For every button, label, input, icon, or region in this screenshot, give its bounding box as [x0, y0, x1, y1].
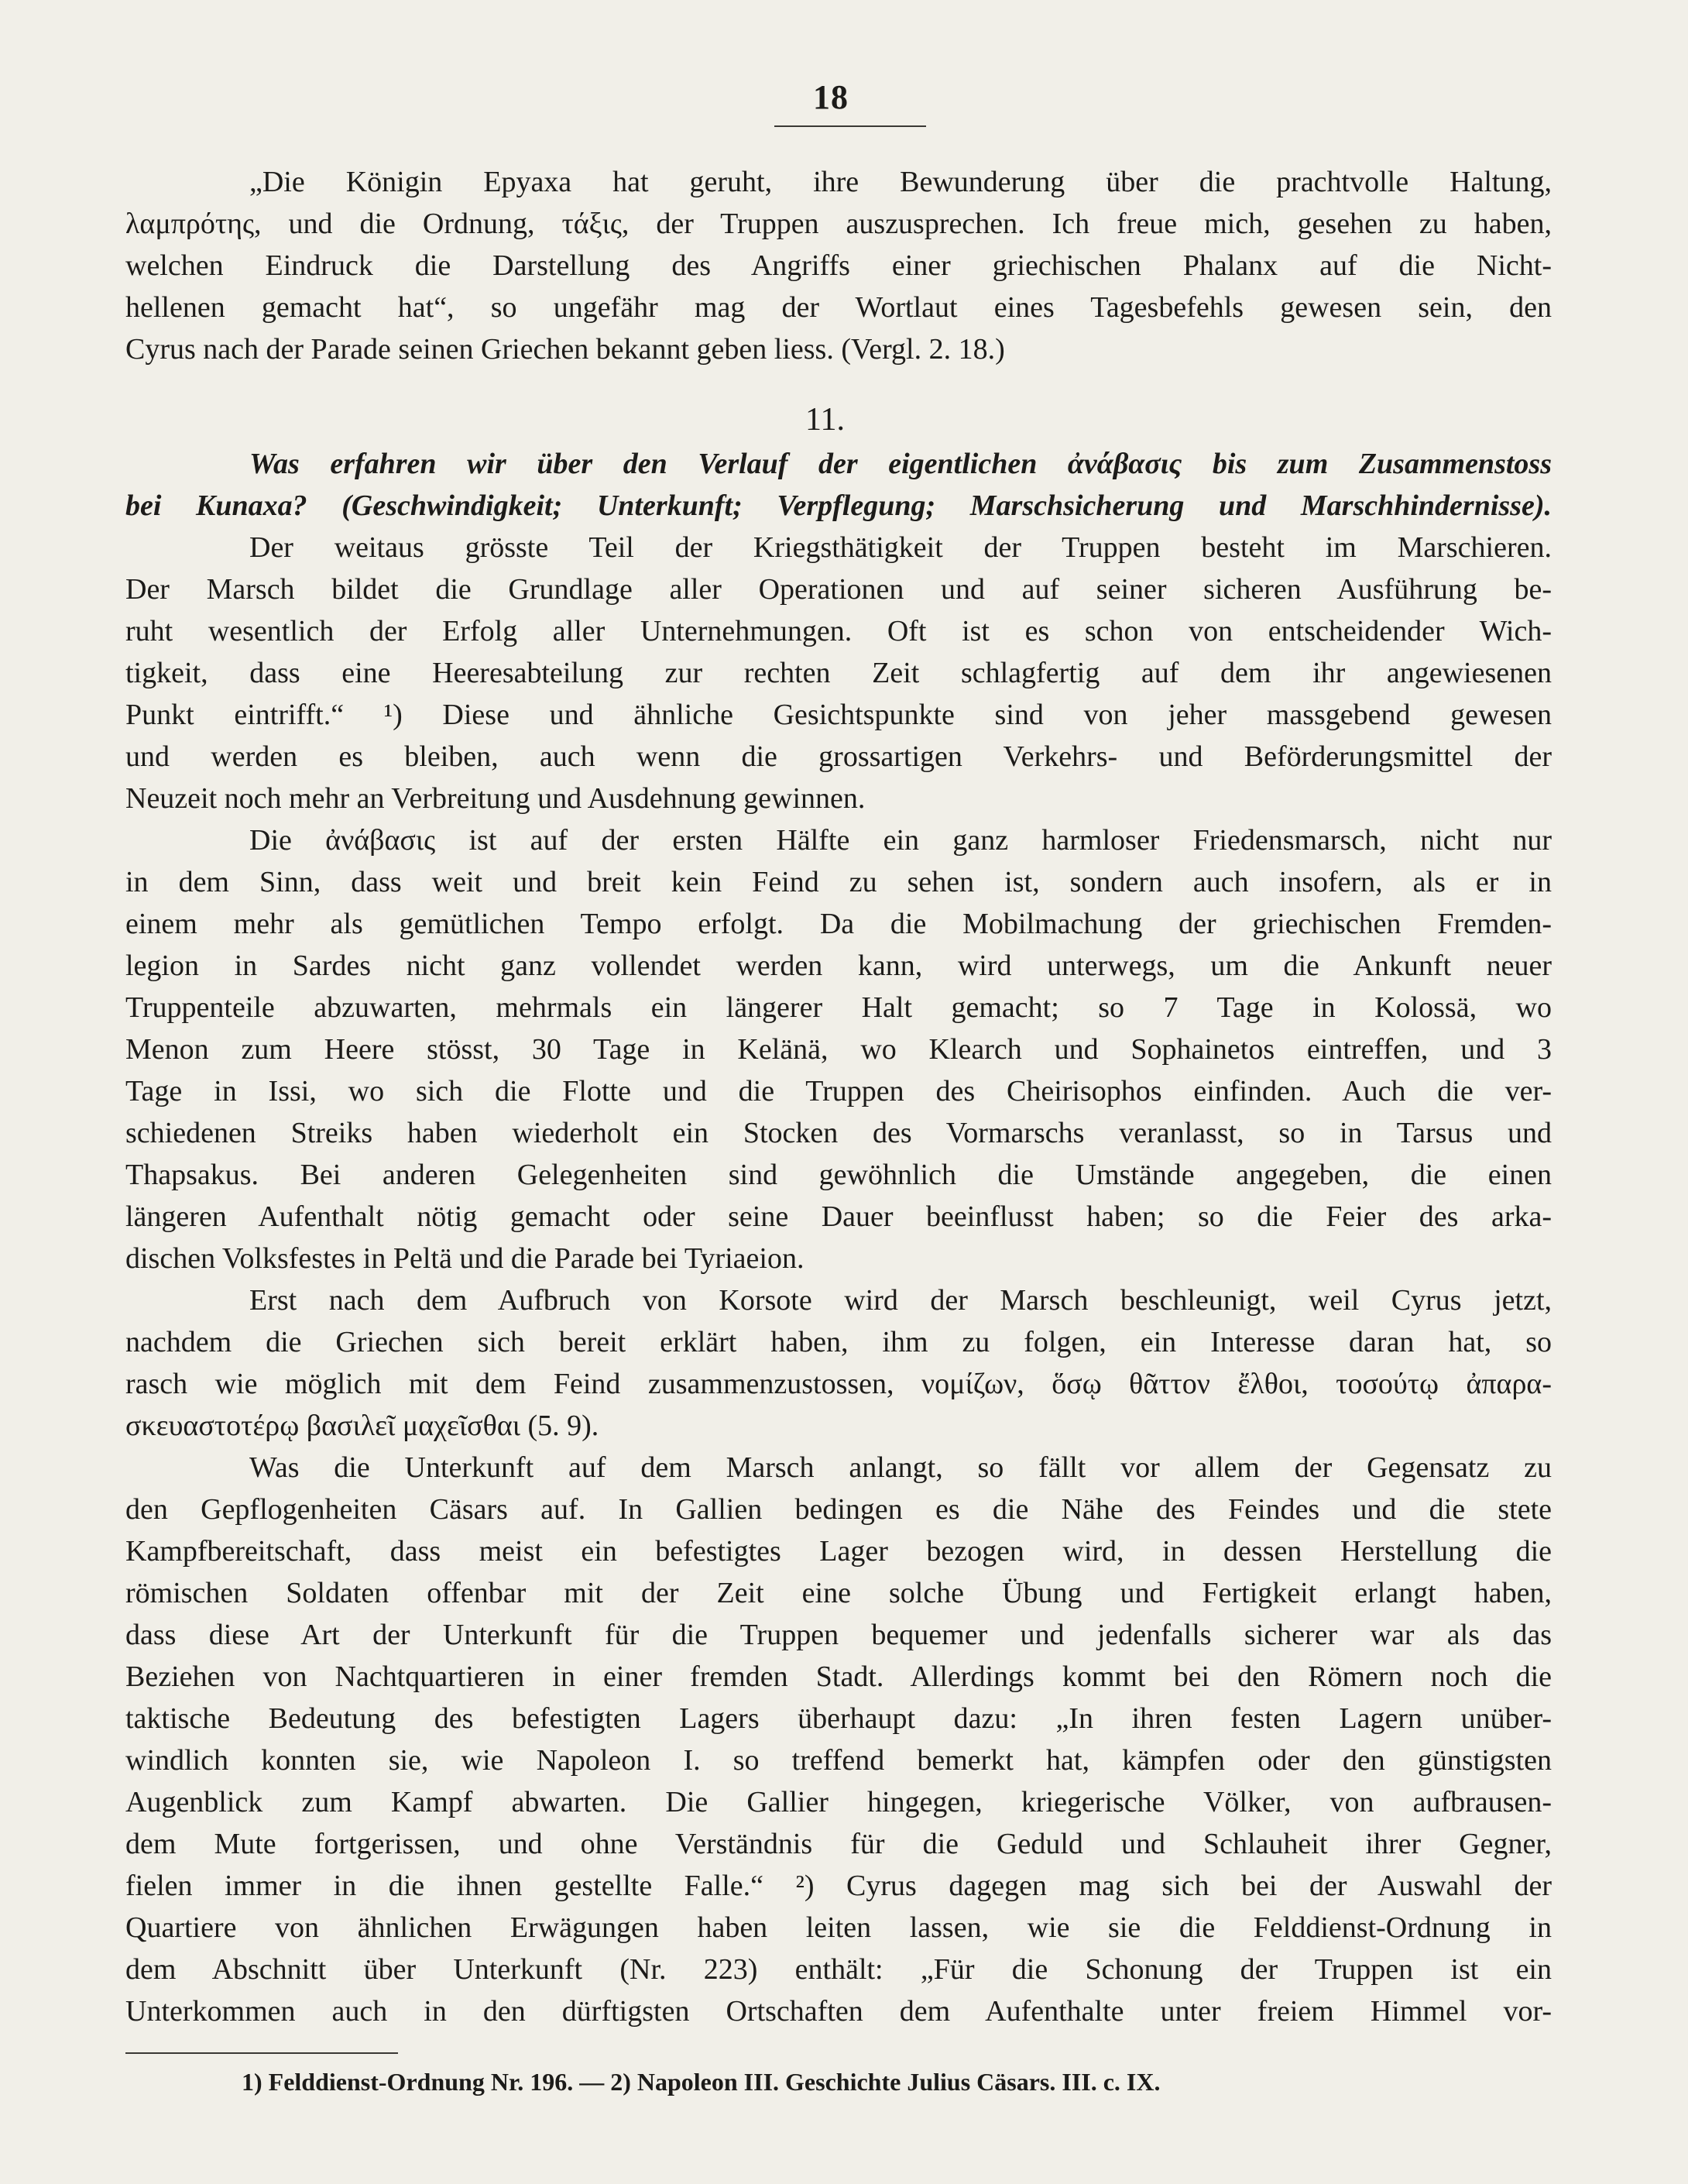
text-line: Thapsakus. Bei anderen Gelegenheiten sind gewöhnlich die Umstände angegeben, die einen [125, 1159, 1552, 1191]
page-number: 18 [813, 78, 849, 116]
text-line: „Die Königin Epyaxa hat geruht, ihre Bewunderung über die prachtvolle Haltung, [249, 166, 1552, 198]
header-rule [774, 125, 926, 127]
text-line: σκευαστοτέρῳ βασιλεῖ μαχεῖσθαι (5. 9). [125, 1410, 599, 1442]
text-line: welchen Eindruck die Darstellung des Angriffs einer griechischen Phalanx auf die Nicht- [125, 249, 1552, 282]
text-line: taktische Bedeutung des befestigten Lagers überhaupt dazu: „In ihren festen Lagern unüber- [125, 1702, 1552, 1735]
text-line: Cyrus nach der Parade seinen Griechen bekannt geben liess. (Vergl. 2. 18.) [125, 333, 1005, 366]
section-question: bei Kunaxa? (Geschwindigkeit; Unterkunft; Verpflegung; Marschsicherung und Marschhindernisse). [125, 489, 1552, 522]
text-line: Kampfbereitschaft, dass meist ein befestigtes Lager bezogen wird, in dessen Herstellung die [125, 1535, 1552, 1568]
text-line: dem Mute fortgerissen, und ohne Verständnis für die Geduld und Schlauheit ihrer Gegner, [125, 1828, 1552, 1860]
text-line: einem mehr als gemütlichen Tempo erfolgt. Da die Mobilmachung der griechischen Fremden- [125, 908, 1552, 940]
text-line: schiedenen Streiks haben wiederholt ein Stocken des Vormarschs veranlasst, so in Tarsus und [125, 1117, 1552, 1149]
text-line: Unterkommen auch in den dürftigsten Ortschaften dem Aufenthalte unter freiem Himmel vor- [125, 1995, 1552, 2028]
text-line: dischen Volksfestes in Peltä und die Parade bei Tyriaeion. [125, 1242, 805, 1275]
footnote: 1) Felddienst-Ordnung Nr. 196. — 2) Napoleon III. Geschichte Julius Cäsars. III. c. IX. [242, 2068, 1161, 2096]
text-line: legion in Sardes nicht ganz vollendet werden kann, wird unterwegs, um die Ankunft neuer [125, 949, 1552, 982]
text-line: Quartiere von ähnlichen Erwägungen haben leiten lassen, wie sie die Felddienst-Ordnung in [125, 1911, 1552, 1944]
text-line: Was die Unterkunft auf dem Marsch anlangt, so fällt vor allem der Gegensatz zu [249, 1451, 1552, 1484]
text-line: rasch wie möglich mit dem Feind zusammenzustossen, νομίζων, ὅσῳ θᾶττον ἔλθοι, τοσούτῳ ἀπαρα- [125, 1368, 1552, 1400]
text-line: längeren Aufenthalt nötig gemacht oder seine Dauer beeinflusst haben; so die Feier des arka- [125, 1200, 1552, 1233]
text-line: in dem Sinn, dass weit und breit kein Feind zu sehen ist, sondern auch insofern, als er in [125, 866, 1552, 898]
text-line: Neuzeit noch mehr an Verbreitung und Ausdehnung gewinnen. [125, 782, 866, 815]
text-line: römischen Soldaten offenbar mit der Zeit eine solche Übung und Fertigkeit erlangt haben, [125, 1577, 1552, 1609]
text-line: Punkt eintrifft.“ ¹) Diese und ähnliche Gesichtspunkte sind von jeher massgebend gewesen [125, 699, 1552, 731]
text-line: den Gepflogenheiten Cäsars auf. In Gallien bedingen es die Nähe des Feindes und die stete [125, 1493, 1552, 1526]
text-line: Tage in Issi, wo sich die Flotte und die Truppen des Cheirisophos einfinden. Auch die ver- [125, 1075, 1552, 1107]
text-line: ruht wesentlich der Erfolg aller Unternehmungen. Oft ist es schon von entscheidender Wich- [125, 615, 1552, 647]
text-line: Der Marsch bildet die Grundlage aller Operationen und auf seiner sicheren Ausführung be- [125, 573, 1552, 606]
text-line: Augenblick zum Kampf abwarten. Die Gallier hingegen, kriegerische Völker, von aufbrausen- [125, 1786, 1552, 1818]
text-line: dem Abschnitt über Unterkunft (Nr. 223) enthält: „Für die Schonung der Truppen ist ein [125, 1953, 1552, 1986]
text-line: λαμπρότης, und die Ordnung, τάξις, der Truppen auszusprechen. Ich freue mich, gesehen zu haben, [125, 208, 1552, 240]
text-line: Der weitaus grösste Teil der Kriegsthätigkeit der Truppen besteht im Marschieren. [249, 531, 1552, 564]
footnote-rule [125, 2052, 398, 2054]
text-line: und werden es bleiben, auch wenn die grossartigen Verkehrs- und Beförderungsmittel der [125, 740, 1552, 773]
section-question: Was erfahren wir über den Verlauf der eigentlichen ἀνάβασις bis zum Zusammenstoss [249, 448, 1552, 480]
text-line: Beziehen von Nachtquartieren in einer fremden Stadt. Allerdings kommt bei den Römern noch die [125, 1660, 1552, 1693]
text-line: Erst nach dem Aufbruch von Korsote wird der Marsch beschleunigt, weil Cyrus jetzt, [249, 1284, 1552, 1317]
text-line: nachdem die Griechen sich bereit erklärt haben, ihm zu folgen, ein Interesse daran hat, so [125, 1326, 1552, 1358]
text-line: dass diese Art der Unterkunft für die Truppen bequemer und jedenfalls sicherer war als das [125, 1619, 1552, 1651]
section-number: 11. [805, 402, 845, 438]
text-line: Truppenteile abzuwarten, mehrmals ein längerer Halt gemacht; so 7 Tage in Kolossä, wo [125, 991, 1552, 1024]
text-line: windlich konnten sie, wie Napoleon I. so treffend bemerkt hat, kämpfen oder den günstigsten [125, 1744, 1552, 1777]
text-line: fielen immer in die ihnen gestellte Falle.“ ²) Cyrus dagegen mag sich bei der Auswahl der [125, 1870, 1552, 1902]
text-line: Menon zum Heere stösst, 30 Tage in Kelänä, wo Klearch und Sophainetos eintreffen, und 3 [125, 1033, 1552, 1066]
text-line: hellenen gemacht hat“, so ungefähr mag der Wortlaut eines Tagesbefehls gewesen sein, den [125, 291, 1552, 324]
text-line: tigkeit, dass eine Heeresabteilung zur rechten Zeit schlagfertig auf dem ihr angewiesenen [125, 657, 1552, 689]
text-line: Die ἀνάβασις ist auf der ersten Hälfte ein ganz harmloser Friedensmarsch, nicht nur [249, 824, 1552, 857]
